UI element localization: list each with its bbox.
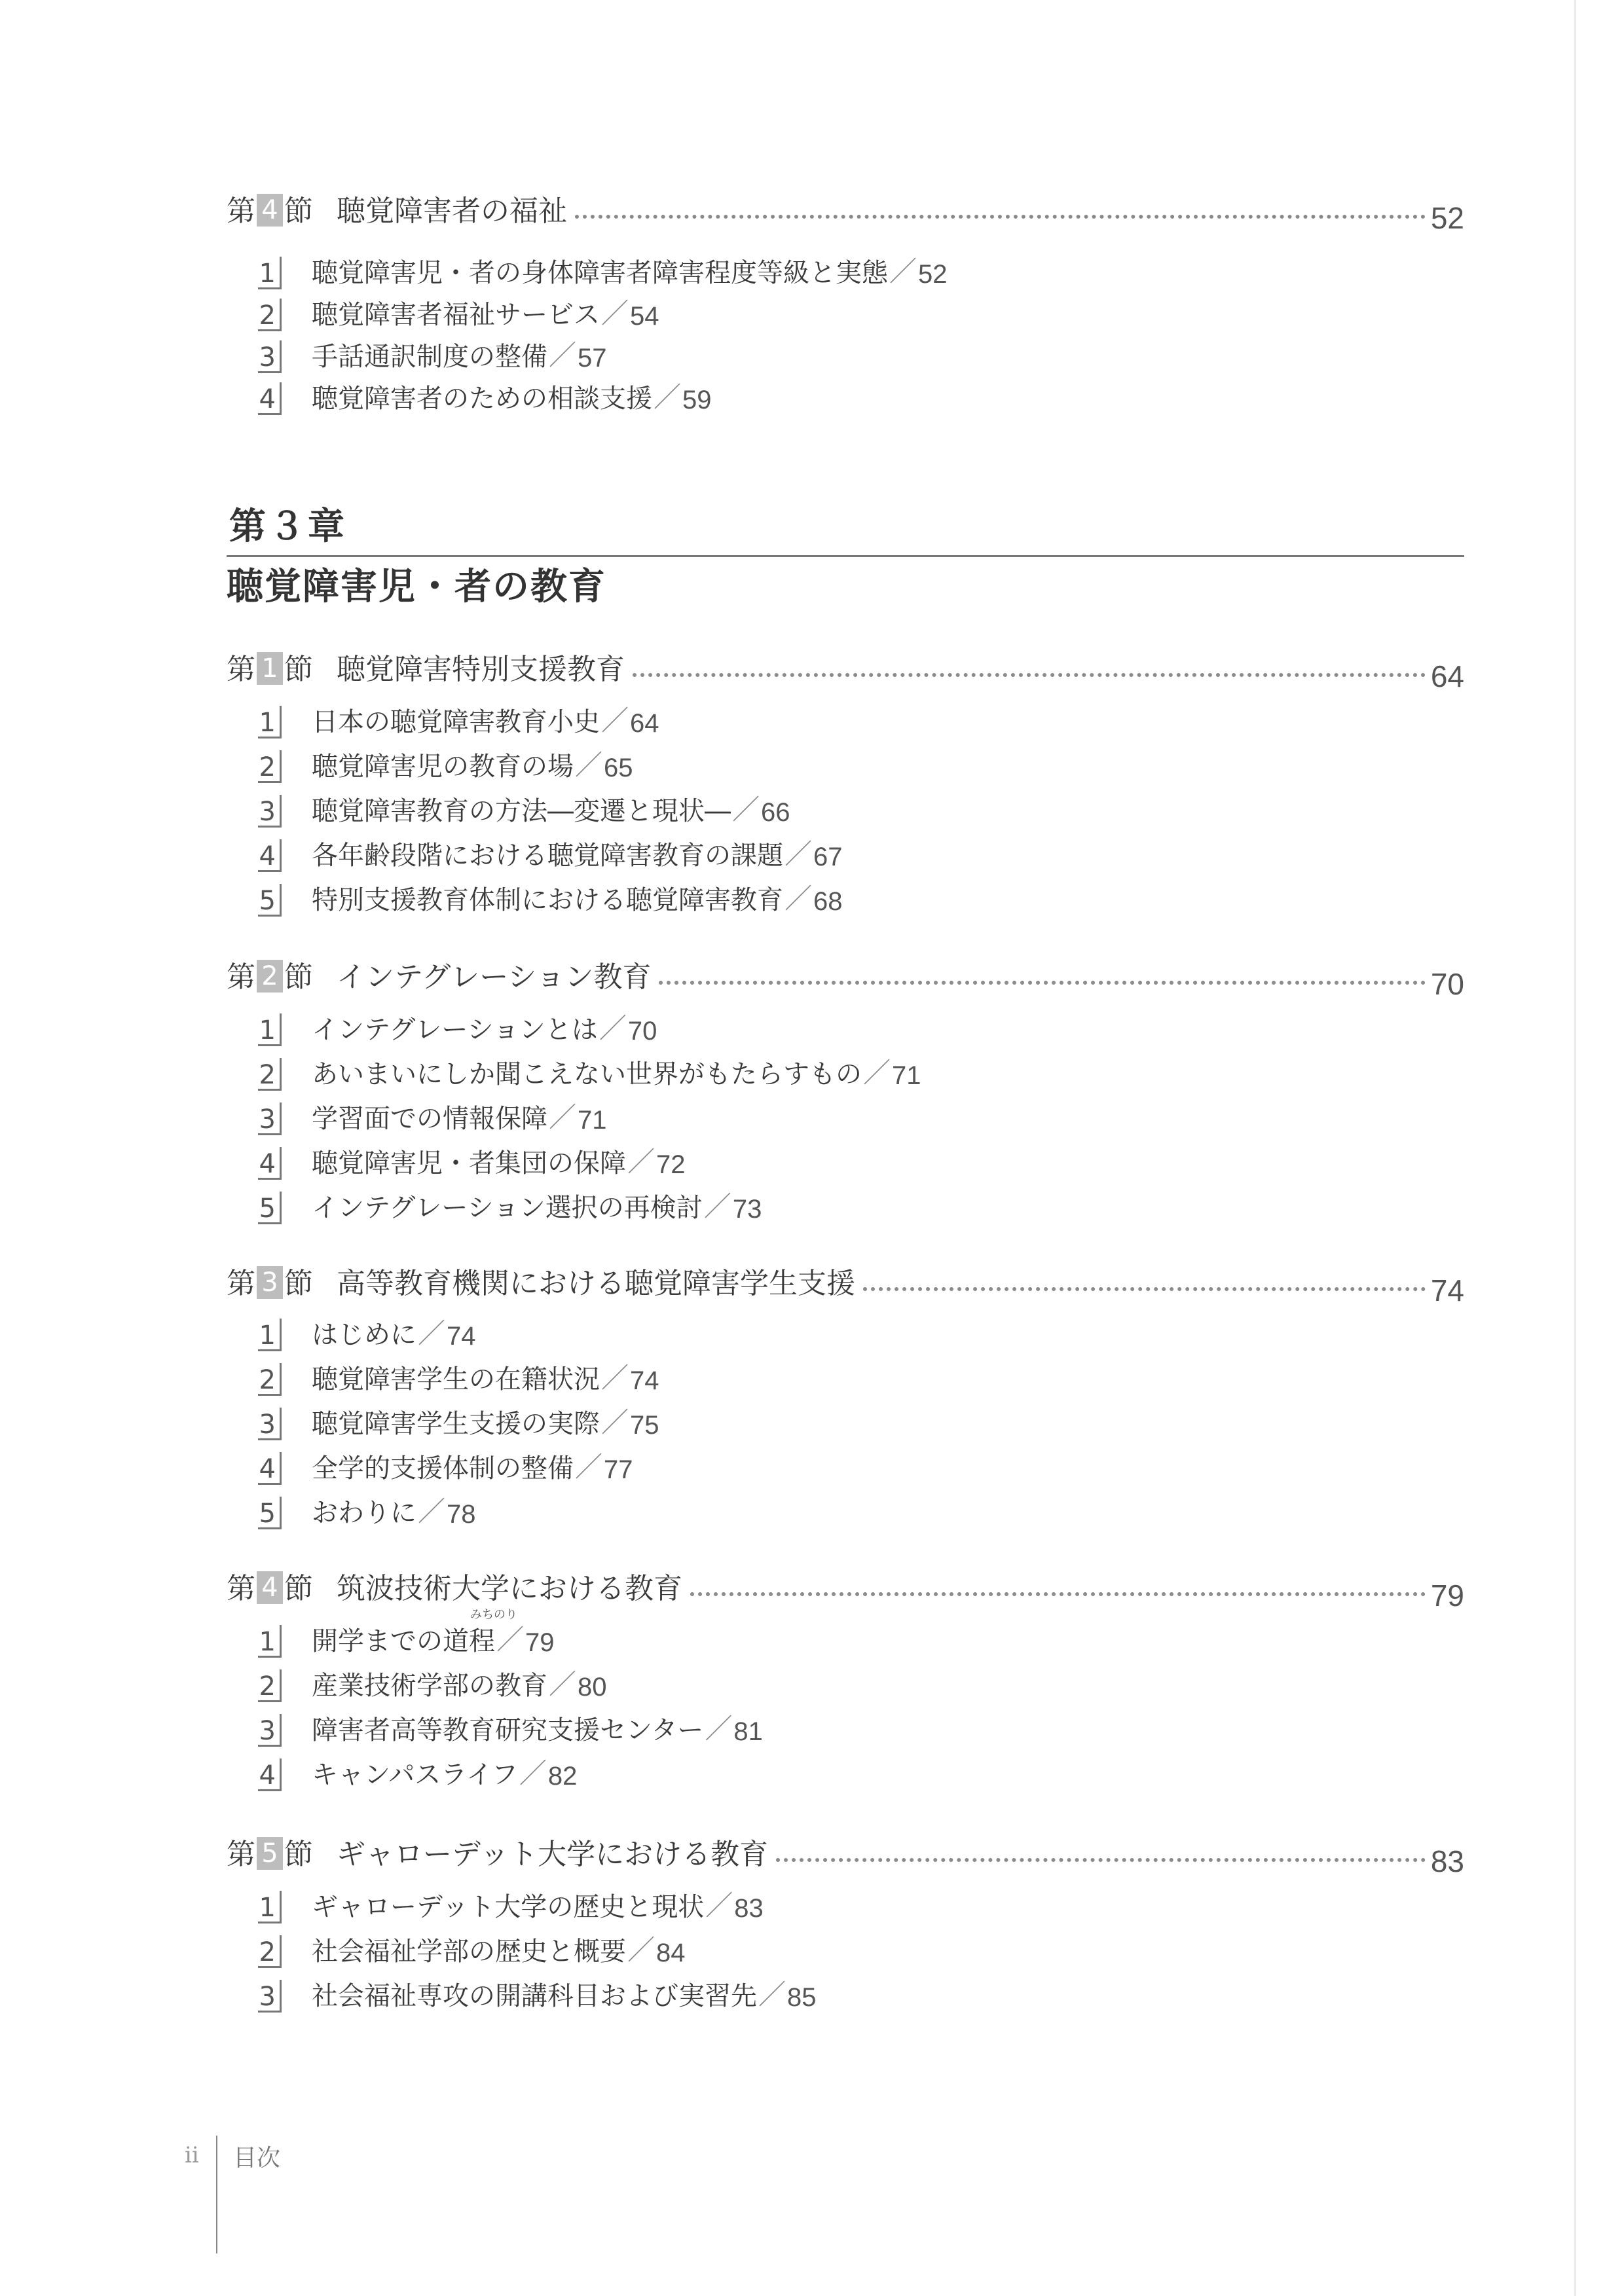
item-title: 手話通訳制度の整備 xyxy=(312,342,547,372)
item-title: 社会福祉学部の歴史と概要 xyxy=(312,1937,626,1967)
item-title: キャンパスライフ xyxy=(312,1760,518,1790)
slash-separator: ／ xyxy=(601,704,629,737)
page-folio: ii xyxy=(185,2142,199,2168)
item-title: 聴覚障害者のための相談支援 xyxy=(312,384,652,414)
toc-item[interactable] xyxy=(258,1929,686,1968)
item-page-number: 72 xyxy=(656,1150,686,1179)
item-number: 1 xyxy=(258,1013,282,1046)
item-title: ギャローデット大学の歴史と現状 xyxy=(312,1892,705,1922)
item-title: 聴覚障害児・者の身体障害者障害程度等級と実態 xyxy=(312,258,888,288)
section-dai: 第 xyxy=(227,960,255,994)
item-number: 2 xyxy=(258,1058,282,1091)
item-page-number: 65 xyxy=(604,754,633,782)
item-title: 聴覚障害児・者集団の保障 xyxy=(312,1148,626,1178)
slash-separator: ／ xyxy=(627,1146,655,1178)
leader-dots xyxy=(690,1592,1426,1596)
section-title: インテグレーション教育 xyxy=(337,960,652,994)
section-page-number: 70 xyxy=(1430,967,1464,1001)
leader-dots xyxy=(633,673,1426,677)
item-title: おわりに xyxy=(312,1498,416,1528)
toc-item[interactable] xyxy=(258,292,659,331)
item-number: 4 xyxy=(258,1452,282,1485)
section-dai: 第 xyxy=(227,1838,255,1871)
item-number: 2 xyxy=(258,299,282,331)
toc-item[interactable] xyxy=(258,877,843,917)
section-header[interactable] xyxy=(227,1827,1464,1878)
item-page-number: 81 xyxy=(733,1717,763,1746)
section-number: 4 xyxy=(257,1571,283,1604)
item-number: 5 xyxy=(258,884,282,917)
item-title: 聴覚障害学生の在籍状況 xyxy=(312,1364,600,1394)
toc-item[interactable] xyxy=(258,1401,659,1440)
item-title: 産業技術学部の教育 xyxy=(312,1671,547,1701)
toc-item[interactable] xyxy=(258,334,607,373)
toc-item[interactable] xyxy=(258,1140,686,1180)
slash-separator: ／ xyxy=(784,883,813,915)
slash-separator: ／ xyxy=(549,1101,577,1133)
slash-separator: ／ xyxy=(732,793,760,826)
item-title: 聴覚障害教育の方法―変遷と現状― xyxy=(312,796,731,826)
section-title: ギャローデット大学における教育 xyxy=(337,1838,769,1871)
slash-separator: ／ xyxy=(703,1190,731,1222)
item-page-number: 77 xyxy=(604,1455,633,1484)
section-title: 高等教育機関における聴覚障害学生支援 xyxy=(337,1267,855,1300)
slash-separator: ／ xyxy=(654,381,682,413)
toc-item[interactable] xyxy=(258,1884,764,1923)
toc-item[interactable] xyxy=(258,1096,607,1135)
slash-separator: ／ xyxy=(758,1978,786,2011)
section-header[interactable] xyxy=(227,1256,1464,1307)
section-header[interactable] xyxy=(227,1561,1464,1613)
slash-separator: ／ xyxy=(519,1757,547,1789)
leader-dots xyxy=(863,1287,1426,1291)
slash-separator: ／ xyxy=(627,1934,655,1966)
item-title: インテグレーションとは xyxy=(312,1015,598,1045)
toc-item[interactable] xyxy=(258,1185,762,1224)
section-number: 3 xyxy=(257,1266,283,1299)
item-page-number: 66 xyxy=(761,798,790,827)
slash-separator: ／ xyxy=(601,1406,629,1438)
section-dai: 第 xyxy=(227,194,255,228)
footer-label: 目次 xyxy=(233,2145,281,2172)
item-page-number: 73 xyxy=(732,1195,762,1224)
slash-separator: ／ xyxy=(549,339,577,371)
item-page-number: 67 xyxy=(813,843,843,871)
item-page-number: 68 xyxy=(813,887,843,916)
item-title: 聴覚障害児の教育の場 xyxy=(312,752,574,782)
section-number: 1 xyxy=(257,652,283,685)
item-number: 3 xyxy=(258,1408,282,1440)
section-page-number: 74 xyxy=(1430,1273,1464,1307)
item-number: 4 xyxy=(258,1758,282,1791)
section-title: 聴覚障害者の福祉 xyxy=(337,194,567,228)
section-setsu: 節 xyxy=(284,1572,313,1605)
section-number: 4 xyxy=(257,194,283,227)
section-title: 聴覚障害特別支援教育 xyxy=(337,653,625,686)
leader-dots xyxy=(659,981,1425,985)
toc-item[interactable] xyxy=(258,1973,817,2013)
slash-separator: ／ xyxy=(705,1889,733,1922)
toc-item[interactable] xyxy=(258,1051,921,1091)
slash-separator: ／ xyxy=(889,255,917,287)
section-dai: 第 xyxy=(227,653,255,686)
toc-item[interactable] xyxy=(258,699,659,738)
section-setsu: 節 xyxy=(284,960,313,994)
toc-item[interactable] xyxy=(258,744,633,783)
item-number: 1 xyxy=(258,257,282,289)
item-title: 障害者高等教育研究支援センター xyxy=(312,1715,704,1745)
chapter-title: 聴覚障害児・者の教育 xyxy=(227,566,606,608)
slash-separator: ／ xyxy=(599,1012,627,1044)
section-number: 5 xyxy=(257,1837,283,1870)
item-title: 聴覚障害者福祉サービス xyxy=(312,300,600,330)
item-page-number: 82 xyxy=(547,1762,578,1791)
toc-item[interactable] xyxy=(258,250,948,289)
section-dai: 第 xyxy=(227,1572,255,1605)
item-page-number: 71 xyxy=(578,1106,607,1135)
toc-item[interactable] xyxy=(258,1312,476,1351)
chapter-label: 第３章 xyxy=(229,505,347,548)
toc-item[interactable] xyxy=(258,833,843,872)
item-page-number: 74 xyxy=(447,1322,476,1351)
slash-separator: ／ xyxy=(418,1317,446,1349)
item-page-number: 59 xyxy=(682,386,712,414)
item-page-number: 85 xyxy=(787,1983,817,2012)
toc-item[interactable] xyxy=(258,376,712,415)
item-title: 各年齢段階における聴覚障害教育の課題 xyxy=(312,841,783,871)
item-title: あいまいにしか聞こえない世界がもたらすもの xyxy=(312,1059,862,1089)
slash-separator: ／ xyxy=(601,1362,629,1394)
item-number: 3 xyxy=(258,340,282,373)
scan-edge-shadow xyxy=(1574,0,1576,2296)
leader-dots xyxy=(776,1858,1426,1862)
item-number: 2 xyxy=(258,1363,282,1396)
section-setsu: 節 xyxy=(284,194,313,228)
toc-item[interactable] xyxy=(258,1007,657,1046)
leader-dots xyxy=(575,215,1426,219)
item-page-number: 75 xyxy=(630,1411,659,1440)
section-header[interactable] xyxy=(227,949,1464,1001)
item-number: 3 xyxy=(258,795,282,828)
toc-item[interactable] xyxy=(258,1446,633,1485)
item-page-number: 79 xyxy=(525,1628,555,1657)
slash-separator: ／ xyxy=(705,1713,733,1745)
item-page-number: 80 xyxy=(578,1673,607,1702)
toc-item[interactable] xyxy=(258,1707,763,1747)
item-number: 1 xyxy=(258,706,282,738)
slash-separator: ／ xyxy=(575,749,603,781)
section-title: 筑波技術大学における教育 xyxy=(337,1572,682,1605)
section-page-number: 52 xyxy=(1430,201,1464,235)
section-setsu: 節 xyxy=(284,653,313,686)
item-page-number: 84 xyxy=(656,1939,686,1967)
item-page-number: 83 xyxy=(734,1894,764,1923)
item-number: 2 xyxy=(258,1669,282,1702)
section-number: 2 xyxy=(257,960,283,993)
item-number: 2 xyxy=(258,750,282,783)
item-title: インテグレーション選択の再検討 xyxy=(312,1193,703,1223)
item-number: 1 xyxy=(258,1625,282,1658)
item-number: 3 xyxy=(258,1980,282,2013)
item-number: 5 xyxy=(258,1497,282,1529)
section-page-number: 64 xyxy=(1430,659,1464,693)
slash-separator: ／ xyxy=(496,1624,525,1656)
item-title: 全学的支援体制の整備 xyxy=(312,1453,574,1484)
ruby-annotation: みちのり xyxy=(470,1608,517,1622)
section-page-number: 79 xyxy=(1430,1578,1464,1613)
item-page-number: 71 xyxy=(892,1061,921,1090)
slash-separator: ／ xyxy=(549,1668,577,1700)
item-page-number: 54 xyxy=(630,302,659,331)
item-title: 特別支援教育体制における聴覚障害教育 xyxy=(312,885,783,915)
item-page-number: 74 xyxy=(630,1366,659,1395)
toc-item[interactable] xyxy=(258,1663,607,1702)
item-page-number: 52 xyxy=(918,260,948,289)
slash-separator: ／ xyxy=(863,1057,891,1089)
item-number: 3 xyxy=(258,1102,282,1135)
toc-item[interactable] xyxy=(258,1752,577,1791)
section-header[interactable] xyxy=(227,642,1464,693)
item-number: 4 xyxy=(258,839,282,872)
slash-separator: ／ xyxy=(575,1451,603,1483)
item-title: 聴覚障害学生支援の実際 xyxy=(312,1409,600,1439)
item-number: 2 xyxy=(258,1935,282,1968)
section-page-number: 83 xyxy=(1430,1844,1464,1878)
slash-separator: ／ xyxy=(418,1495,446,1527)
section-header[interactable] xyxy=(227,183,1464,235)
item-page-number: 64 xyxy=(630,709,659,738)
toc-item[interactable] xyxy=(258,1490,476,1529)
item-number: 3 xyxy=(258,1714,282,1747)
section-dai: 第 xyxy=(227,1267,255,1300)
section-setsu: 節 xyxy=(284,1267,313,1300)
section-setsu: 節 xyxy=(284,1838,313,1871)
item-page-number: 57 xyxy=(578,344,607,373)
toc-item[interactable] xyxy=(258,788,790,828)
item-title: 社会福祉専攻の開講科目および実習先 xyxy=(312,1981,757,2011)
toc-item[interactable] xyxy=(258,1618,555,1658)
item-title: 日本の聴覚障害教育小史 xyxy=(312,707,600,737)
item-number: 1 xyxy=(258,1891,282,1923)
item-title: はじめに xyxy=(312,1320,416,1350)
item-title: 学習面での情報保障 xyxy=(312,1104,547,1134)
item-number: 5 xyxy=(258,1192,282,1224)
slash-separator: ／ xyxy=(601,297,629,329)
item-number: 1 xyxy=(258,1319,282,1351)
item-title: 開学までの道程 xyxy=(312,1626,495,1656)
item-page-number: 78 xyxy=(447,1500,476,1529)
item-page-number: 70 xyxy=(627,1017,657,1046)
item-number: 4 xyxy=(258,1147,282,1180)
toc-item[interactable] xyxy=(258,1357,659,1396)
footer-rule xyxy=(216,2136,217,2253)
slash-separator: ／ xyxy=(784,838,813,870)
item-number: 4 xyxy=(258,382,282,415)
chapter-rule xyxy=(227,555,1464,557)
